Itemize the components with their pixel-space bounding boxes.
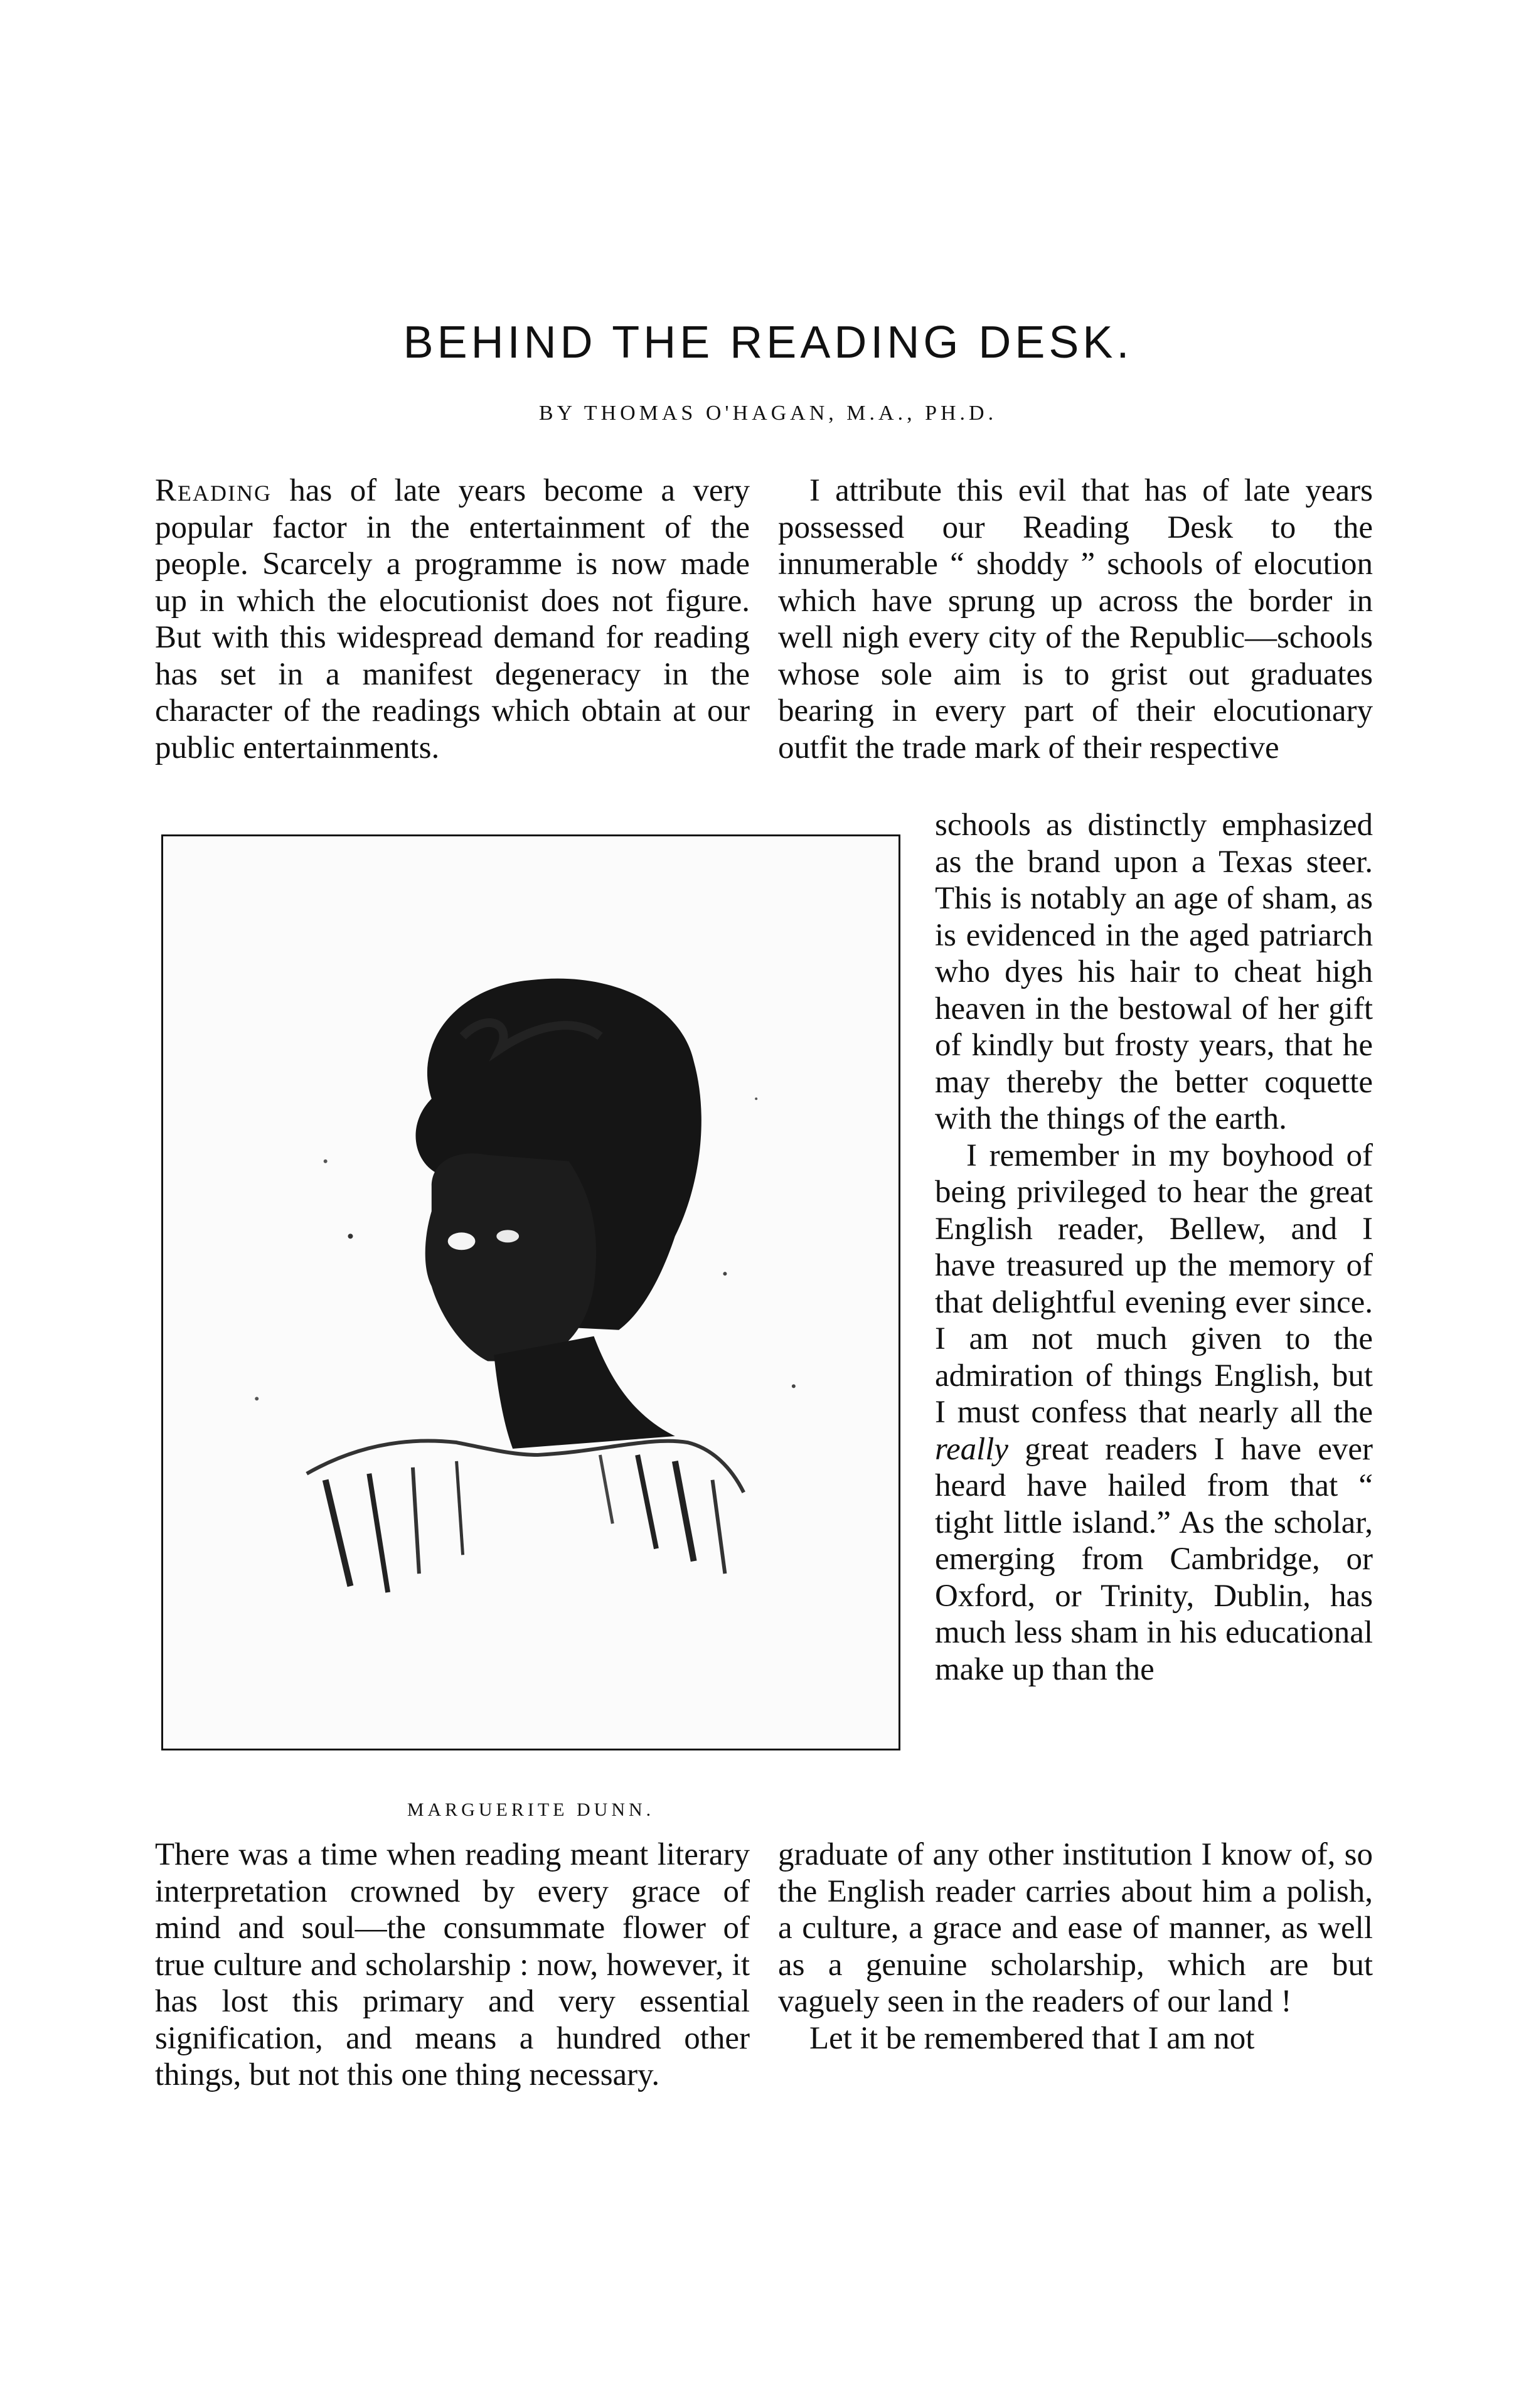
right-column-narrow xyxy=(935,807,1373,1688)
right-paragraph-2-cont: graduate of any other institution I know of, so the English reader carries about him a polish, a culture, a grace and ease of manner, as well as a genuine scholarship, which are but vaguely seen in the readers of our land ! xyxy=(778,1837,1373,2019)
portrait-photo xyxy=(161,834,900,1750)
right-column-bottom xyxy=(778,1836,1373,2057)
right-paragraph-1-cont: schools as distinctly emphasized as the brand upon a Texas steer. This is notably an age of sham, as is evidenced in the aged patriarch who dyes his hair to cheat high heaven in the bestowal of her gift of kindly but frosty years, that he may thereby the better coquette with the things of the earth. xyxy=(935,807,1373,1136)
opening-paragraph-text: has of late years become a very popular factor in the entertainment of the people. Scarcely a programme is now made up in which the elocutionist does not figure. But with this widespread demand for reading has set in a manifest degeneracy in the character of the readings which obtain at our public entertainments. xyxy=(155,473,750,765)
right-paragraph-3: Let it be remembered that I am not xyxy=(809,2020,1255,2056)
right-paragraph-2-start: I remember in my boyhood of being privileged to hear the great English reader, Bellew, and I have treasured up the memory of that delightful evening ever since. I am not much given to the admiration of things English, but I must confess that nearly all the xyxy=(935,1137,1373,1430)
right-paragraph-2-end: great readers I have ever heard have hailed from that “ tight little island.” As the scholar, emerging from Cambridge, or Oxford, or Trinity, Dublin, has much less sham in his educational make up than the xyxy=(935,1431,1373,1687)
article-title: BEHIND THE READING DESK. xyxy=(403,317,1133,368)
emphasis-really: really xyxy=(935,1431,1009,1467)
opening-paragraph xyxy=(155,472,750,766)
portrait-illustration xyxy=(163,836,899,1749)
right-column-top xyxy=(778,472,1373,766)
left-column-bottom xyxy=(155,1836,750,2094)
article-byline: BY THOMAS O'HAGAN, M.A., PH.D. xyxy=(538,402,998,425)
right-paragraph-2 xyxy=(935,1137,1373,1688)
left-paragraph-2: There was a time when reading meant literary interpretation crowned by every grace of mind and soul—the consummate flower of true culture and scholarship : now, however, it has lost this primary and very essential signification, and means a hundred other things, but not this one thing necessary. xyxy=(155,1837,750,2092)
right-paragraph-1: I attribute this evil that has of late years possessed our Reading Desk to the innumerable “ shoddy ” schools of elocution which have sprung up across the border in well nigh every city of the Republic—schools whose sole aim is to grist out graduates bearing in every part of their elocutionary outfit the trade mark of their respective xyxy=(778,473,1373,765)
opening-word: Reading xyxy=(155,473,272,508)
figure-caption: MARGUERITE DUNN. xyxy=(407,1799,655,1820)
left-column-top xyxy=(155,472,750,766)
